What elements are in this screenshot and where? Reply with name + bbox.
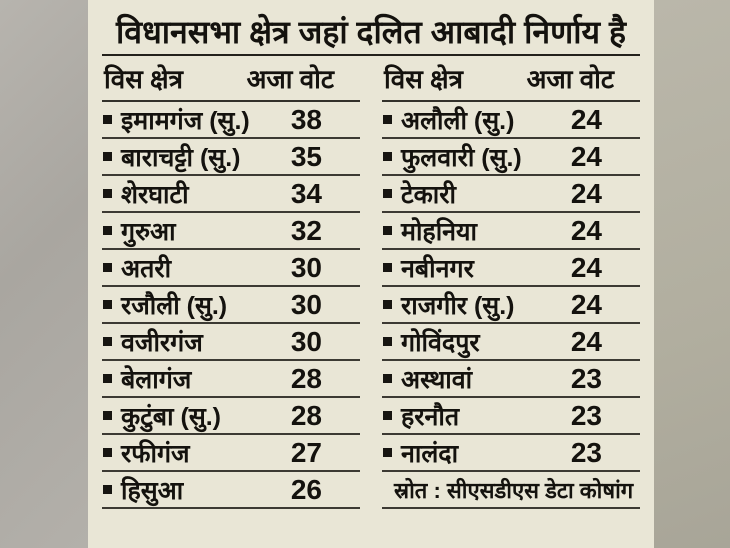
constituency-name: अलौली (सु.)	[401, 106, 515, 135]
votes-value: 26	[290, 473, 322, 505]
table-row	[382, 176, 640, 213]
constituency-name: फुलवारी (सु.)	[401, 143, 522, 172]
constituency-name: राजगीर (सु.)	[401, 291, 515, 320]
votes-value: 30	[290, 288, 322, 320]
bullet-icon	[103, 226, 112, 235]
constituency-name: मोहनिया	[401, 217, 478, 246]
source-note: स्रोत : सीएसडीएस डेटा कोषांग	[394, 477, 634, 503]
table-row	[382, 287, 640, 324]
table-row	[102, 102, 360, 139]
table-row	[102, 472, 360, 509]
bullet-icon	[103, 337, 112, 346]
bullet-icon	[383, 263, 392, 272]
bullet-icon	[383, 337, 392, 346]
bullet-icon	[383, 411, 392, 420]
bullet-icon	[383, 374, 392, 383]
constituency-name: रजौली (सु.)	[121, 291, 228, 320]
left-column-header	[102, 56, 360, 102]
votes-value: 28	[290, 362, 322, 394]
votes-value: 30	[290, 325, 322, 357]
header-area-label: विस क्षेत्र	[104, 64, 183, 94]
table-row	[102, 398, 360, 435]
table-row	[102, 324, 360, 361]
constituency-name: हिसुआ	[121, 476, 184, 505]
bullet-icon	[383, 115, 392, 124]
votes-value: 24	[570, 325, 602, 357]
votes-value: 23	[570, 362, 602, 394]
table-row	[382, 139, 640, 176]
votes-value: 24	[570, 251, 602, 283]
table-row	[382, 398, 640, 435]
header-votes-label: अजा वोट	[246, 64, 334, 94]
constituency-name: अस्थावां	[401, 365, 473, 394]
bullet-icon	[383, 226, 392, 235]
background-right-blur	[654, 0, 730, 548]
votes-value: 35	[290, 140, 322, 172]
right-column	[382, 56, 640, 509]
bullet-icon	[383, 448, 392, 457]
bullet-icon	[103, 152, 112, 161]
header-votes-label: अजा वोट	[526, 64, 614, 94]
table-row	[102, 361, 360, 398]
table-columns	[98, 56, 644, 509]
constituency-name: नालंदा	[401, 439, 459, 468]
votes-value: 24	[570, 140, 602, 172]
bullet-icon	[383, 189, 392, 198]
constituency-name: गोविंदपुर	[401, 328, 480, 357]
bullet-icon	[103, 448, 112, 457]
bullet-icon	[103, 263, 112, 272]
bullet-icon	[103, 115, 112, 124]
source-row	[382, 472, 640, 509]
constituency-name: शेरघाटी	[121, 180, 189, 209]
constituency-name: हरनौत	[401, 402, 460, 431]
bullet-icon	[383, 152, 392, 161]
table-row	[382, 435, 640, 472]
constituency-name: टेकारी	[401, 180, 456, 209]
constituency-name: नबीनगर	[401, 254, 474, 283]
constituency-name: इमामगंज (सु.)	[121, 106, 250, 135]
background-left-blur	[0, 0, 88, 548]
table-row	[382, 102, 640, 139]
table-row	[382, 213, 640, 250]
votes-value: 24	[570, 214, 602, 246]
bullet-icon	[103, 189, 112, 198]
constituency-name: गुरुआ	[121, 217, 176, 246]
bullet-icon	[383, 300, 392, 309]
bullet-icon	[103, 411, 112, 420]
votes-value: 24	[570, 103, 602, 135]
infographic-card	[88, 0, 654, 548]
votes-value: 24	[570, 177, 602, 209]
bullet-icon	[103, 374, 112, 383]
table-row	[102, 287, 360, 324]
table-row	[102, 176, 360, 213]
table-row	[102, 435, 360, 472]
constituency-name: रफीगंज	[121, 439, 190, 468]
votes-value: 32	[290, 214, 322, 246]
votes-value: 28	[290, 399, 322, 431]
votes-value: 30	[290, 251, 322, 283]
constituency-name: बाराचट्टी (सु.)	[121, 143, 241, 172]
votes-value: 24	[570, 288, 602, 320]
table-row	[102, 213, 360, 250]
votes-value: 23	[570, 436, 602, 468]
votes-value: 27	[290, 436, 322, 468]
right-column-header	[382, 56, 640, 102]
votes-value: 34	[290, 177, 322, 209]
bullet-icon	[103, 485, 112, 494]
table-row	[102, 139, 360, 176]
table-row	[102, 250, 360, 287]
header-area-label: विस क्षेत्र	[384, 64, 463, 94]
constituency-name: कुटुंबा (सु.)	[121, 402, 221, 431]
votes-value: 23	[570, 399, 602, 431]
page-title: विधानसभा क्षेत्र जहां दलित आबादी निर्णाय है	[116, 14, 626, 50]
constituency-name: वजीरगंज	[121, 328, 203, 357]
constituency-name: अतरी	[121, 254, 172, 283]
left-column	[102, 56, 360, 509]
table-row	[382, 250, 640, 287]
bullet-icon	[103, 300, 112, 309]
constituency-name: बेलागंज	[121, 365, 192, 394]
table-row	[382, 324, 640, 361]
table-row	[382, 361, 640, 398]
votes-value: 38	[290, 103, 322, 135]
